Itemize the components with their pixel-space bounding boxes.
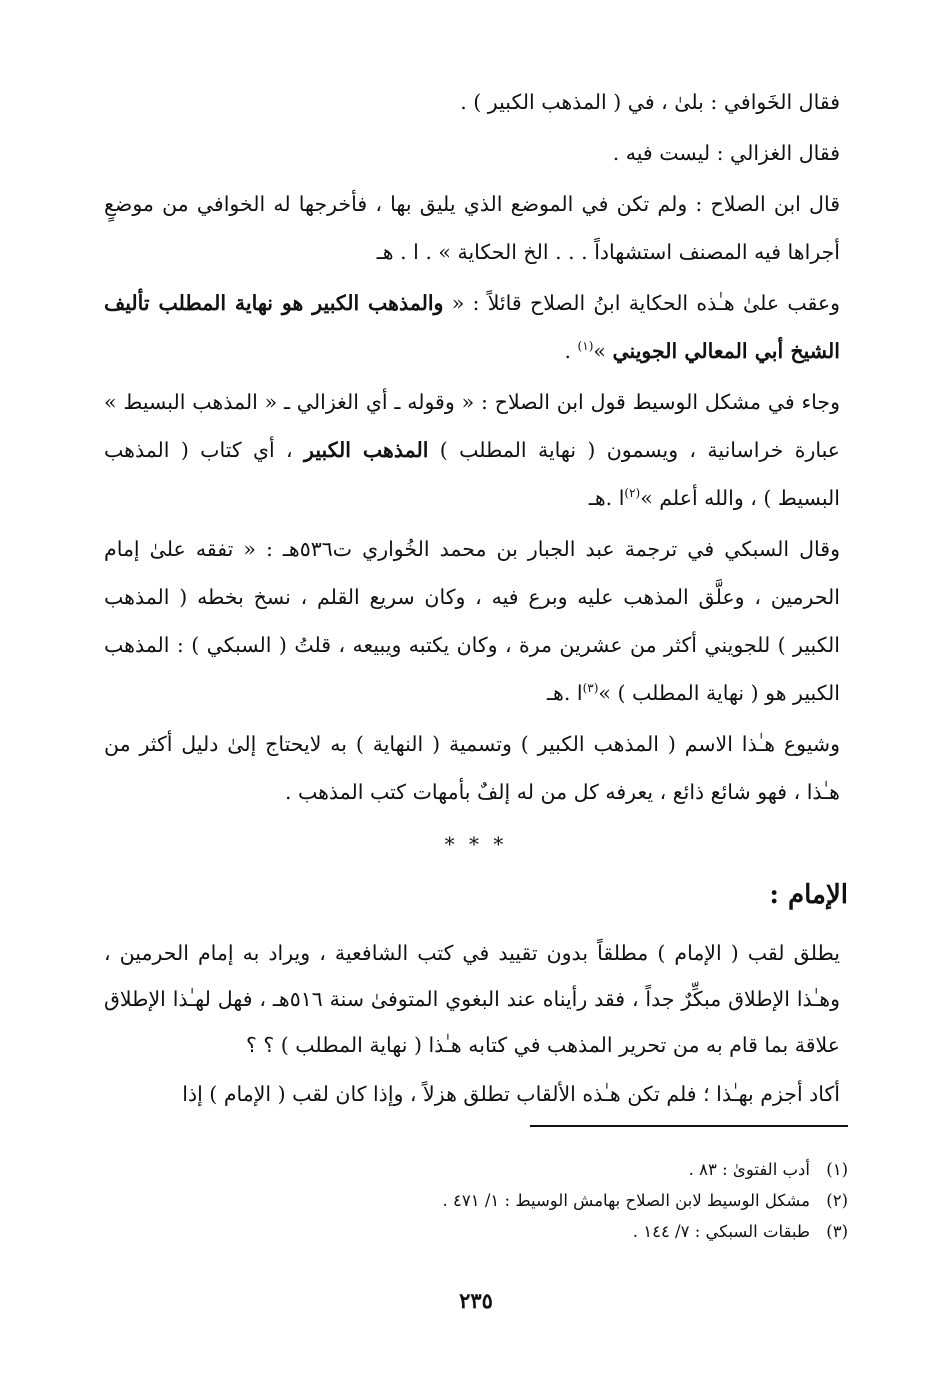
paragraph-text: وجاء في مشكل الوسيط قول ابن الصلاح : « وقوله ـ أي الغزالي ـ « المذهب البسيط » عبارة خراسانية ، ويسمون ( نهاية المطلب ) <box>104 390 841 462</box>
paragraph: قال ابن الصلاح : ولم تكن في الموضع الذي يليق بها ، فأخرجها له الخوافي من موضعٍ أجراها فيه المصنف استشهاداً . . . الخ الحكاية » . ا . هـ <box>104 192 840 264</box>
page-number: ٢٣٥ <box>459 1288 493 1313</box>
paragraph <box>104 378 840 522</box>
paragraph: أكاد أجزم بهـٰذا ؛ فلم تكن هـٰذه الألقاب تطلق هزلاً ، وإذا كان لقب ( الإمام ) إذا <box>182 1082 840 1106</box>
paragraph-text: وقال السبكي في ترجمة عبد الجبار بن محمد الخُواري ت٥٣٦هـ : « تفقه علىٰ إمام الحرمين ، وعلَّق المذهب عليه وبرع فيه ، وكان سريع القلم ، نسخ بخطه ( المذهب الكبير ) للجويني أكثر من عشرين مرة ، وكان يكتبه ويبيعه ، قلتُ ( السبكي ) : المذهب الكبير هو ( نهاية المطلب ) » <box>104 537 840 705</box>
footnotes <box>112 1154 848 1247</box>
paragraph-text: ا .هـ <box>588 486 625 510</box>
quoted-bold-text: والمذهب الكبير هو نهاية المطلب تأليف الشيخ أبي المعالي الجويني <box>104 291 840 363</box>
footnote-text: أدب الفتوىٰ : ٨٣ . <box>688 1160 810 1179</box>
footnote-ref[interactable]: (٢) <box>624 486 641 501</box>
paragraph-text: ، أي كتاب ( المذهب البسيط ) ، والله أعلم » <box>104 438 840 510</box>
main-text <box>104 78 840 819</box>
footnote-ref[interactable]: (٣) <box>582 681 599 696</box>
paragraph: وشيوع هـٰذا الاسم ( المذهب الكبير ) وتسمية ( النهاية ) به لايحتاج إلىٰ دليل أكثر من هـٰذا ، فهو شائع ذائع ، يعرفه كل من له إلفٌ بأمهات كتب المذهب . <box>104 732 840 804</box>
paragraph-text: . <box>564 339 578 363</box>
section-text <box>104 930 840 1120</box>
paragraph <box>104 525 840 717</box>
paragraph: فقال الغزالي : ليست فيه . <box>612 141 840 165</box>
paragraph: يطلق لقب ( الإمام ) مطلقاً بدون تقييد في كتب الشافعية ، ويراد به إمام الحرمين ، وهـٰذا الإطلاق مبكِّرٌ جداً ، فقد رأيناه عند البغوي المتوفىٰ سنة ٥١٦هـ ، فهل لهـٰذا الإطلاق علاقة بما قام به من تحرير المذهب في كتابه هـٰذا ( نهاية المطلب ) ؟ ؟ <box>104 941 840 1057</box>
footnote-number: (١) <box>826 1160 848 1179</box>
paragraph-text: » <box>593 339 613 363</box>
footnote-number: (٣) <box>826 1222 848 1241</box>
section-separator: * * * <box>444 832 508 856</box>
footnote-item <box>112 1154 848 1185</box>
footnote-ref[interactable]: (١) <box>577 339 594 354</box>
footnote-text: طبقات السبكي : ٧/ ١٤٤ . <box>632 1222 810 1241</box>
footnote-text: مشكل الوسيط لابن الصلاح بهامش الوسيط : ١/ ٤٧١ . <box>442 1191 810 1210</box>
footnote-item <box>112 1216 848 1247</box>
paragraph: فقال الخَوافي : بلىٰ ، في ( المذهب الكبير ) . <box>460 90 840 114</box>
bold-term: المذهب الكبير <box>304 438 429 462</box>
paragraph-text: ا .هـ <box>547 681 583 705</box>
paragraph-text: وعقب علىٰ هـٰذه الحكاية ابنُ الصلاح قائلاً : « <box>443 291 840 315</box>
paragraph <box>104 279 840 375</box>
footnote-number: (٢) <box>826 1191 848 1210</box>
footnote-divider <box>530 1125 848 1127</box>
footnote-item <box>112 1185 848 1216</box>
section-heading: الإمام : <box>769 880 848 910</box>
